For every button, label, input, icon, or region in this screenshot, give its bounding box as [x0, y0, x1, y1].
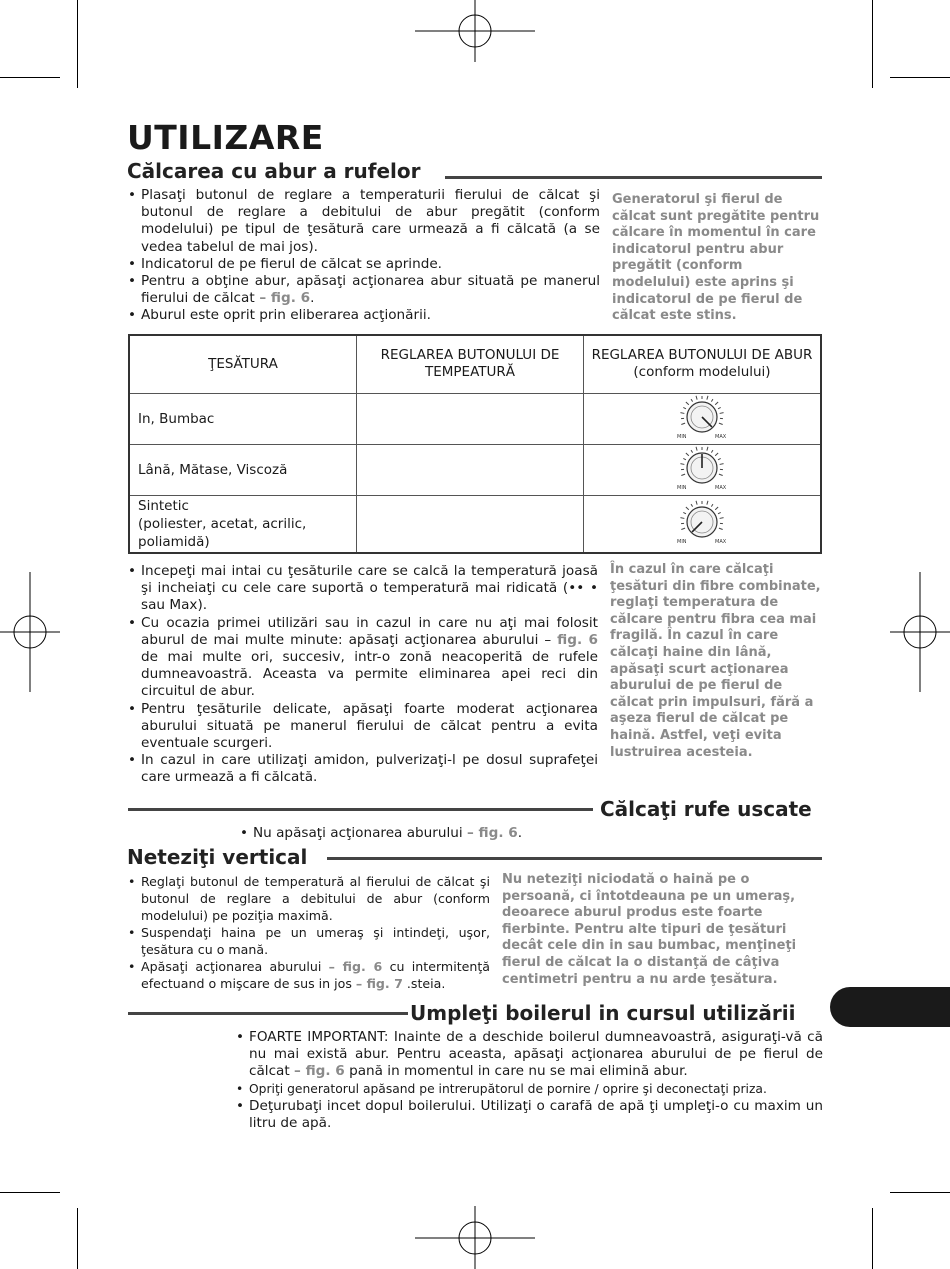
dial-tick [707, 395, 708, 399]
bullet-text: Cu ocazia primei utilizări sau in cazul in care nu aţi mai folosit aburul de mai multe minute: apăsaţi acţionarea aburului – [141, 614, 598, 648]
dial-tick [686, 453, 689, 456]
steam-dial-icon [673, 394, 731, 440]
registration-mark-bottom [415, 1206, 535, 1269]
dial-tick [681, 474, 685, 475]
dial-tick [707, 446, 708, 450]
bullet-text: Nu apăsaţi acţionarea aburului [253, 825, 467, 841]
bullet-text: . [310, 290, 315, 307]
dial-tick [680, 463, 684, 464]
dial-tick [707, 501, 708, 505]
temperature-cell [357, 495, 584, 553]
dial-tick [691, 504, 693, 507]
dial-tick [696, 446, 697, 450]
section-rule [445, 176, 822, 179]
list-item [128, 958, 490, 992]
dial-tick [680, 412, 684, 413]
tips-bullets [128, 563, 598, 787]
list-item: • Deţurubaţi incet dopul boilerului. Utilizaţi o carafă de apă ţi umpleţi-o cu maxim un litru de apă. [236, 1098, 823, 1132]
side-note-steam: Generatorul şi fierul de călcat sunt pregătite pentru călcare în momentul în care indicatorul pentru abur pregătit (conform modelului) este aprins şi indicatorul de pe fierul de călcat este stins. [612, 192, 820, 324]
figure-reference: – fig. 7 [355, 976, 403, 991]
list-item: • In cazul in care utilizaţi amidon, pulverizaţi-l pe dosul suprafeţei care urmează a fi călcată. [128, 752, 598, 786]
crop-mark [890, 1192, 950, 1193]
table-header-row [129, 335, 821, 393]
figure-reference: – fig. 6 [328, 959, 383, 974]
crop-mark [890, 77, 950, 78]
dial-tick [715, 402, 718, 405]
table-header: ŢESĂTURA [129, 335, 357, 393]
dial-tick [686, 402, 689, 405]
steam-cell [584, 444, 822, 495]
bullet-text: . [517, 825, 523, 841]
list-item: • Reglaţi butonul de temperatură al fierului de călcat şi butonul de reglare a debitului de abur (conform modelului) pe poziţia maximă. [128, 873, 490, 924]
figure-reference: – fig. 6 [466, 825, 518, 841]
dial-tick [691, 399, 693, 402]
page-tab-marker [830, 987, 950, 1027]
dial-tick [719, 528, 723, 529]
list-item: • Opriţi generatorul apăsand pe intrerupătorul de pornire / oprire şi deconectaţi priza. [236, 1081, 823, 1098]
table-row [129, 444, 821, 495]
dial-tick [719, 474, 723, 475]
registration-mark-top [415, 0, 535, 62]
dial-min-label: MIN [677, 484, 687, 491]
crop-mark [872, 0, 873, 88]
bullet-text: de mai multe ori, succesiv, intr-o zonă neacoperită de rufele dumneavoastră. Aceasta va permite eliminarea apei reci din circuitul de abur. [141, 649, 598, 700]
bullet-text: Apăsaţi acţionarea aburului [141, 959, 329, 974]
bullet-text: FOARTE IMPORTANT: Inainte de a deschide boilerul dumneavoastră, asiguraţi-vă că nu mai există abur. Pentru aceasta, apăsaţi acţionarea aburului de pe fierul de călcat [249, 1029, 823, 1080]
side-note-vertical: Nu neteziţi niciodată o haină pe o persoană, ci întotdeauna pe un umeraş, deoarece aburul produs este foarte fierbinte. Pentru alte tipuri de ţesături decât cele din in sau bumbac, menţineţi fierul de călcat la o distanţă de câţiva centimetri pentru a nu arde ţesătura. [502, 872, 797, 987]
dial-tick [720, 412, 724, 413]
fabric-cell: In, Bumbac [129, 393, 357, 444]
dial-tick [696, 395, 697, 399]
dial-tick [718, 407, 721, 408]
temperature-cell [357, 393, 584, 444]
bullet-text: Pentru a obţine abur, apăsaţi acţionarea abur situată pe manerul fierului de călcat [141, 273, 600, 307]
crop-mark [77, 0, 78, 88]
dial-tick [720, 463, 724, 464]
dial-tick [683, 512, 686, 513]
dial-tick [681, 423, 685, 424]
page-title: UTILIZARE [127, 118, 324, 157]
dial-tick [715, 507, 718, 510]
dial-tick [680, 517, 684, 518]
section-title-vertical: Neteziţi vertical [127, 845, 308, 869]
side-note-tips: În cazul în care călcaţi ţesături din fibre combinate, reglaţi temperatura de călcare pentru fibra cea mai fragilă. În cazul în care călcaţi haine din lână, apăsaţi scurt acţionarea aburului de pe fierul de călcat prin impulsuri, fără a aşeza fierul de călcat pe haină. Astfel, veţi evita lustruirea acesteia. [610, 562, 821, 760]
registration-mark-right [890, 572, 950, 692]
list-item: • Aburul este oprit prin eliberarea acţionării. [128, 307, 600, 324]
figure-reference: – fig. 6 [254, 290, 311, 307]
bullet-text: pană in momentul in care nu se mai elimină abur. [344, 1063, 688, 1080]
dial-tick [683, 407, 686, 408]
crop-mark [0, 77, 60, 78]
list-item: • Suspendaţi haina pe un umeraş şi intindeţi, uşor, ţesătura cu o mană. [128, 924, 490, 958]
steam-dial-icon [673, 499, 731, 545]
bullet-text: cu intermitenţă efectuand o mişcare de sus in jos [141, 959, 491, 991]
list-item: • Plasaţi butonul de reglare a temperaturii fierului de călcat şi butonul de reglare a debitului de abur pregătit (conform modelului) pe tipul de ţesătură care urmează a fi călcată (a se vedea tabelul de mai jos). [128, 187, 600, 256]
steam-bullets [128, 187, 600, 325]
list-item: • Incepeţi mai intai cu ţesăturile care se calcă la temperatură joasă şi incheiaţi cu cele care suportă o temperatură mai ridicată (•• • sau Max). [128, 563, 598, 615]
dial-tick [681, 528, 685, 529]
list-item [128, 615, 598, 701]
figure-reference: – fig. 6 [294, 1063, 345, 1080]
list-item [236, 1029, 823, 1081]
registration-mark-left [0, 572, 60, 692]
dry-bullets [240, 825, 640, 842]
section-rule [128, 1012, 408, 1015]
dial-tick [711, 450, 713, 453]
crop-mark [0, 1192, 60, 1193]
section-rule [128, 808, 593, 811]
steam-cell [584, 495, 822, 553]
table-header: REGLAREA BUTONULUI DE ABUR (conform modelului) [584, 335, 822, 393]
figure-reference: fig. 6 [557, 631, 598, 648]
dial-tick [715, 453, 718, 456]
steam-dial-icon [673, 445, 731, 491]
dial-tick [718, 512, 721, 513]
dial-tick [719, 423, 723, 424]
list-item [128, 273, 600, 307]
dial-max-label: MAX [715, 433, 727, 440]
dial-tick [696, 501, 697, 505]
table-row [129, 495, 821, 553]
list-item [240, 825, 640, 842]
dial-max-label: MAX [715, 538, 727, 545]
dial-tick [683, 458, 686, 459]
dial-min-label: MIN [677, 538, 687, 545]
dial-tick [718, 458, 721, 459]
dial-max-label: MAX [715, 484, 727, 491]
crop-mark [77, 1208, 78, 1269]
fabric-cell: Lână, Mătase, Viscoză [129, 444, 357, 495]
dial-tick [691, 450, 693, 453]
crop-mark [872, 1208, 873, 1269]
list-item: • Pentru ţesăturile delicate, apăsaţi foarte moderat acţionarea aburului situată pe manerul fierului de călcat pentru a evita eventuale scurgeri. [128, 701, 598, 753]
vertical-bullets [128, 873, 490, 992]
section-title-dry: Călcaţi rufe uscate [600, 797, 812, 821]
table-row [129, 393, 821, 444]
dial-tick [711, 399, 713, 402]
table-header: REGLAREA BUTONULUI DE TEMPEATURĂ [357, 335, 584, 393]
section-title-refill: Umpleţi boilerul in cursul utilizării [410, 1001, 796, 1025]
refill-bullets [236, 1029, 823, 1132]
bullet-text: .steia. [402, 976, 446, 991]
dial-tick [720, 517, 724, 518]
fabric-cell: Sintetic (poliester, acetat, acrilic, poliamidă) [129, 495, 357, 553]
section-title-steam: Călcarea cu abur a rufelor [127, 159, 421, 183]
section-rule [327, 857, 822, 860]
list-item: • Indicatorul de pe fierul de călcat se aprinde. [128, 256, 600, 273]
settings-table [128, 334, 822, 554]
dial-tick [686, 507, 689, 510]
temperature-cell [357, 444, 584, 495]
dial-min-label: MIN [677, 433, 687, 440]
dial-tick [711, 504, 713, 507]
steam-cell [584, 393, 822, 444]
